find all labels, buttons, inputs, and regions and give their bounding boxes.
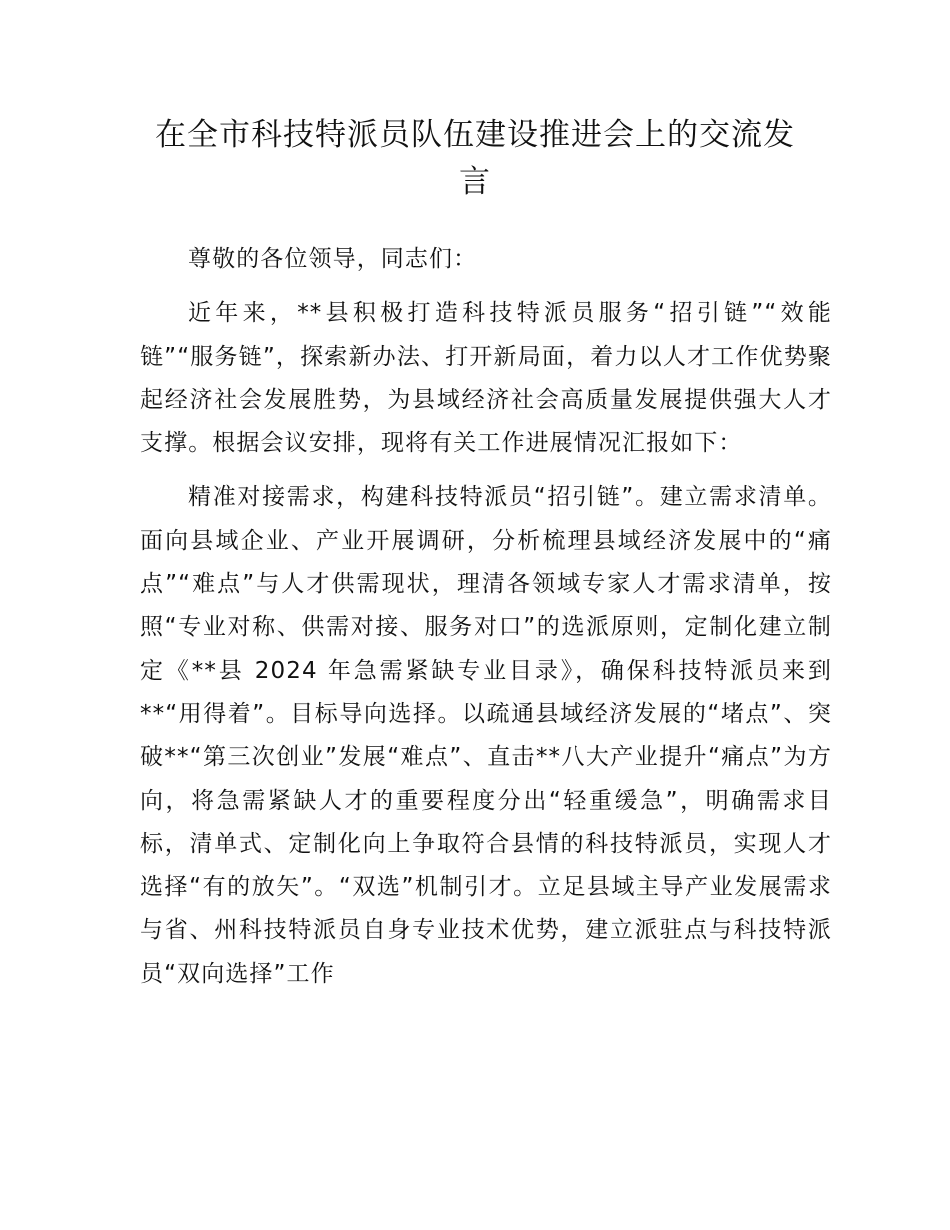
greeting-paragraph: 尊敬的各位领导，同志们： <box>188 246 478 272</box>
document-title: 在全市科技特派员队伍建设推进会上的交流发言 <box>155 117 795 200</box>
intro-paragraph: 近年来，**县积极打造科技特派员服务“招引链”“效能链”“服务链”，探索新办法、打开新局面，着力以人才工作优势聚起经济社会发展胜势，为县域经济社会高质量发展提供强大人才支撑。根据会议安排，现将有关工作进展情况汇报如下： <box>140 300 832 457</box>
section-paragraph: 精准对接需求，构建科技特派员“招引链”。建立需求清单。面向县域企业、产业开展调研，分析梳理县域经济发展中的“痛点”“难点”与人才供需现状，理清各领域专家人才需求清单，按照“专业对称、供需对接、服务对口”的选派原则，定制化建立制定《**县 2024 年急需紧缺专业目录》，确保科技特派员来到**“用得着”。目标导向选择。以疏通县域经济发展的“堵点”、突破**“第三次创业”发展“难点”、直击**八大产业提升“痛点”为方向，将急需紧缺人才的重要程度分出“轻重缓急”，明确需求目标，清单式、定制化向上争取符合县情的科技特派员，实现人才选择“有的放矢”。“双选”机制引才。立足县域主导产业发展需求与省、州科技特派员自身专业技术优势，建立派驻点与科技特派员“双向选择”工作 <box>140 484 832 987</box>
document-body <box>140 238 832 1007</box>
